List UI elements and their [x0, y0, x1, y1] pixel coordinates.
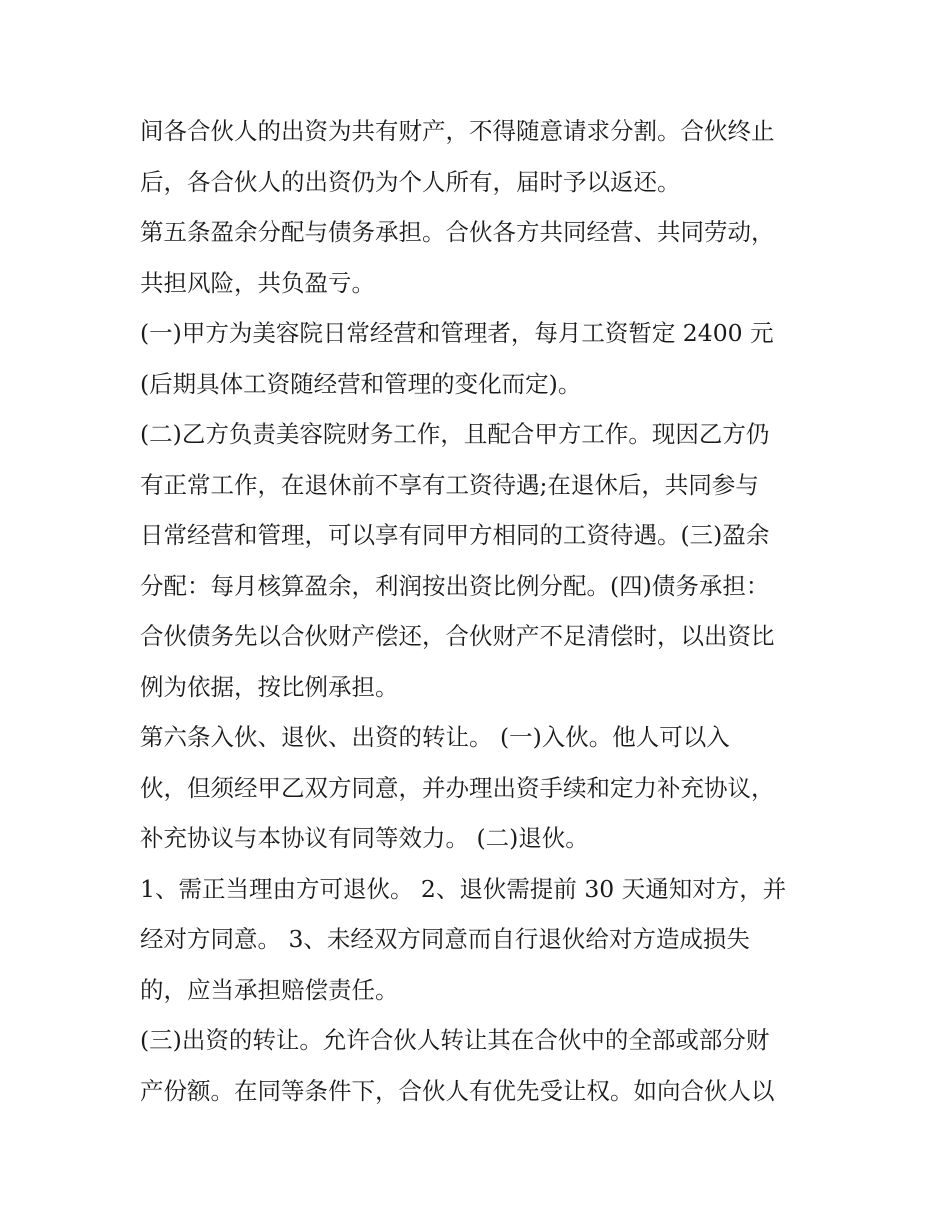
- text-line: 补充协议与本协议有同等效力。 (二)退伙。: [140, 824, 589, 852]
- text-line: (后期具体工资随经营和管理的变化而定)。: [140, 369, 582, 398]
- text-line: (二)乙方负责美容院财务工作，且配合甲方工作。现因乙方仍: [140, 420, 770, 448]
- text-line: 分配：每月核算盈余，利润按出资比例分配。(四)债务承担：: [140, 571, 770, 600]
- text-line: 间各合伙人的出资为共有财产，不得随意请求分割。合伙终止: [140, 117, 775, 145]
- document-body: [140, 106, 820, 1116]
- text-line: 第五条盈余分配与债务承担。合伙各方共同经营、共同劳动，: [140, 218, 775, 246]
- text-line: 经对方同意。 3、未经双方同意而自行退伙给对方造成损失: [140, 925, 750, 953]
- text-line: 有正常工作，在退休前不享有工资待遇;在退休后，共同参与: [140, 470, 759, 499]
- text-line: 日常经营和管理，可以享有同甲方相同的工资待遇。(三)盈余: [140, 521, 770, 549]
- text-line: (一)甲方为美容院日常经营和管理者，每月工资暂定 2400 元: [140, 319, 774, 347]
- text-line: 共担风险，共负盈亏。: [140, 268, 375, 297]
- text-line: 1、需正当理由方可退伙。 2、退伙需提前 30 天通知对方，并: [140, 874, 787, 903]
- text-line: (三)出资的转让。允许合伙人转让其在合伙中的全部或部分财: [140, 1026, 770, 1054]
- text-line: 伙，但须经甲乙双方同意，并办理出资手续和定力补充协议，: [140, 773, 775, 802]
- text-line: 合伙债务先以合伙财产偿还，合伙财产不足清偿时，以出资比: [140, 622, 775, 650]
- text-line: 的，应当承担赔偿责任。: [140, 975, 399, 1004]
- text-line: 例为依据，按比例承担。: [140, 672, 399, 701]
- text-line: 产份额。在同等条件下，合伙人有优先受让权。如向合伙人以: [140, 1076, 775, 1105]
- text-line: 第六条入伙、退伙、出资的转让。 (一)入伙。他人可以入: [140, 723, 730, 751]
- text-line: 后，各合伙人的出资仍为个人所有，届时予以返还。: [140, 167, 681, 196]
